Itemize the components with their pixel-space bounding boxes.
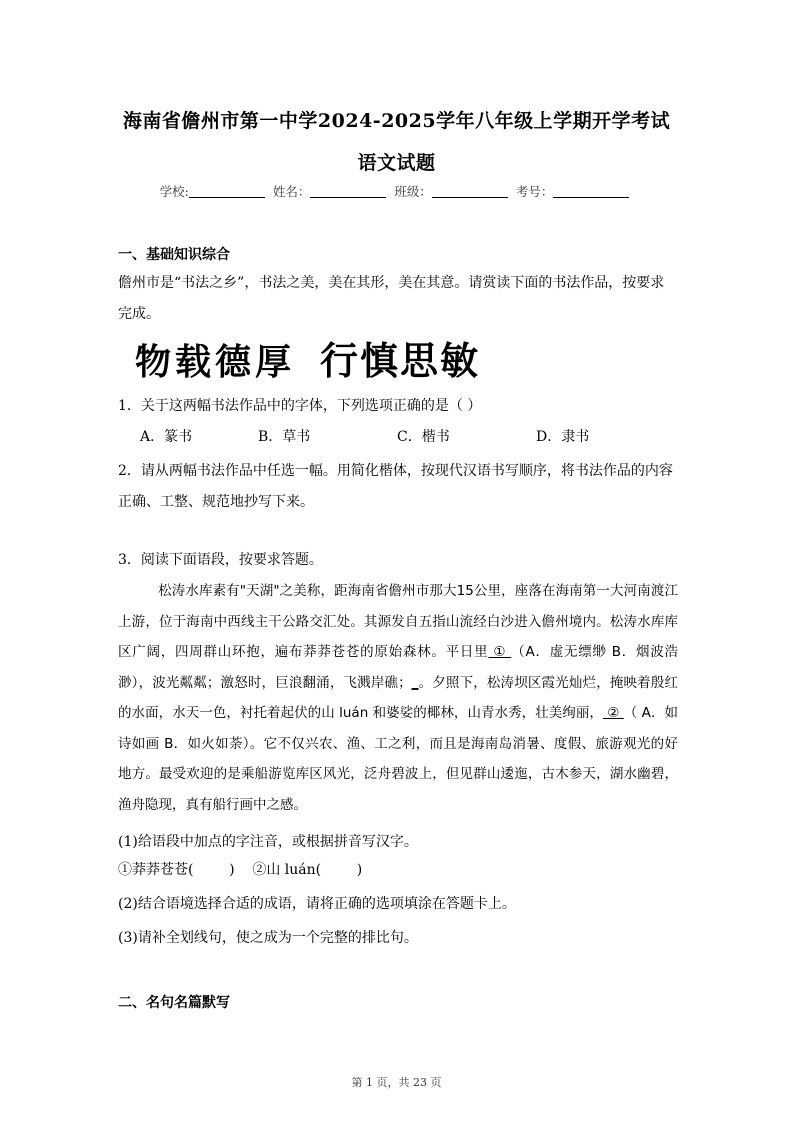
student-info-row	[0, 182, 793, 200]
exam-subtitle: 语文试题	[357, 152, 436, 174]
q3-sub1: (1)给语段中加点的字注音，或根据拼音写汉字。	[118, 834, 418, 850]
name-blank	[310, 185, 386, 198]
school-blank	[189, 185, 265, 198]
q3-sub2: (2)结合语境选择合适的成语，请将正确的选项填涂在答题卡上。	[118, 896, 516, 912]
name-label: 姓名：	[272, 184, 311, 199]
exam-number-label: 考号：	[515, 184, 554, 199]
q3-sub1-items: ①莽莽苍苍( ) ②山 luán( )	[118, 862, 363, 878]
q1-option-b: B．草书	[258, 429, 311, 445]
section2-heading: 二、名句名篇默写	[118, 995, 230, 1011]
q1-option-a: A．篆书	[140, 429, 193, 445]
calligraphy-right-work: 行慎思敏	[320, 339, 481, 383]
q1-stem: 1．关于这两幅书法作品中的字体，下列选项正确的是（ ）	[118, 398, 482, 414]
calligraphy-image	[135, 334, 555, 386]
exam-title: 海南省儋州市第一中学2024-2025学年八年级上学期开学考试	[122, 110, 671, 132]
page-footer: 第 1 页，共 23 页	[351, 1076, 442, 1089]
calligraphy-left-work: 物载德厚	[135, 341, 296, 383]
class-label: 班级：	[394, 184, 432, 199]
section1-intro: 儋州市是“书法之乡”，书法之美，美在其形，美在其意。请赏读下面的书法作品，按要求完成。	[118, 275, 665, 322]
blank-1: ①	[488, 644, 512, 660]
q1-option-c: C．楷书	[397, 429, 450, 445]
school-label: 学校:	[159, 184, 189, 199]
class-blank	[432, 185, 508, 198]
q3-passage: 松涛水库素有"天湖"之美称，距海南省儋州市那大15公里，座落在海南第一大河南渡江上游，位于海南中西线主干公路交汇处。其源发自五指山流经白沙进入儋州境内。松涛水库库区广阔，四周群山环抱，遍布莽莽苍苍的原始森林。平日里 ① （A．虚无缥缈 B．烟波浩渺），波光粼粼；激怒时，巨浪翻涌，飞溅岸礁；_。夕照下，松涛坝区霞光灿烂，掩映着殷红的水面，水天一色，衬托着起伏的山 luán 和婆娑的椰林，山青水秀，壮美绚丽， ② （ A．如诗如画 B．如火如荼）。它不仅兴农、渔、工之利，而且是海南岛消暑、度假、旅游观光的好地方。最受欢迎的是乘船游览库区风光，泛舟碧波上，但见群山逶迤，古木参天，湖水幽碧，渔舟隐现，真有船行画中之感。	[118, 583, 679, 813]
q1-option-d: D．隶书	[536, 429, 590, 445]
underline-sentence-blank: _	[411, 674, 419, 691]
q3-stem: 3．阅读下面语段，按要求答题。	[118, 552, 323, 568]
exam-number-blank	[553, 185, 629, 198]
blank-2: ②	[602, 705, 624, 721]
q3-sub3: (3)请补全划线句，使之成为一个完整的排比句。	[118, 930, 418, 946]
section1-heading: 一、基础知识综合	[118, 247, 230, 263]
q2-stem: 2．请从两幅书法作品中任选一幅。用简化楷体，按现代汉语书写顺序，将书法作品的内容正确、工整、规范地抄写下来。	[118, 463, 673, 510]
